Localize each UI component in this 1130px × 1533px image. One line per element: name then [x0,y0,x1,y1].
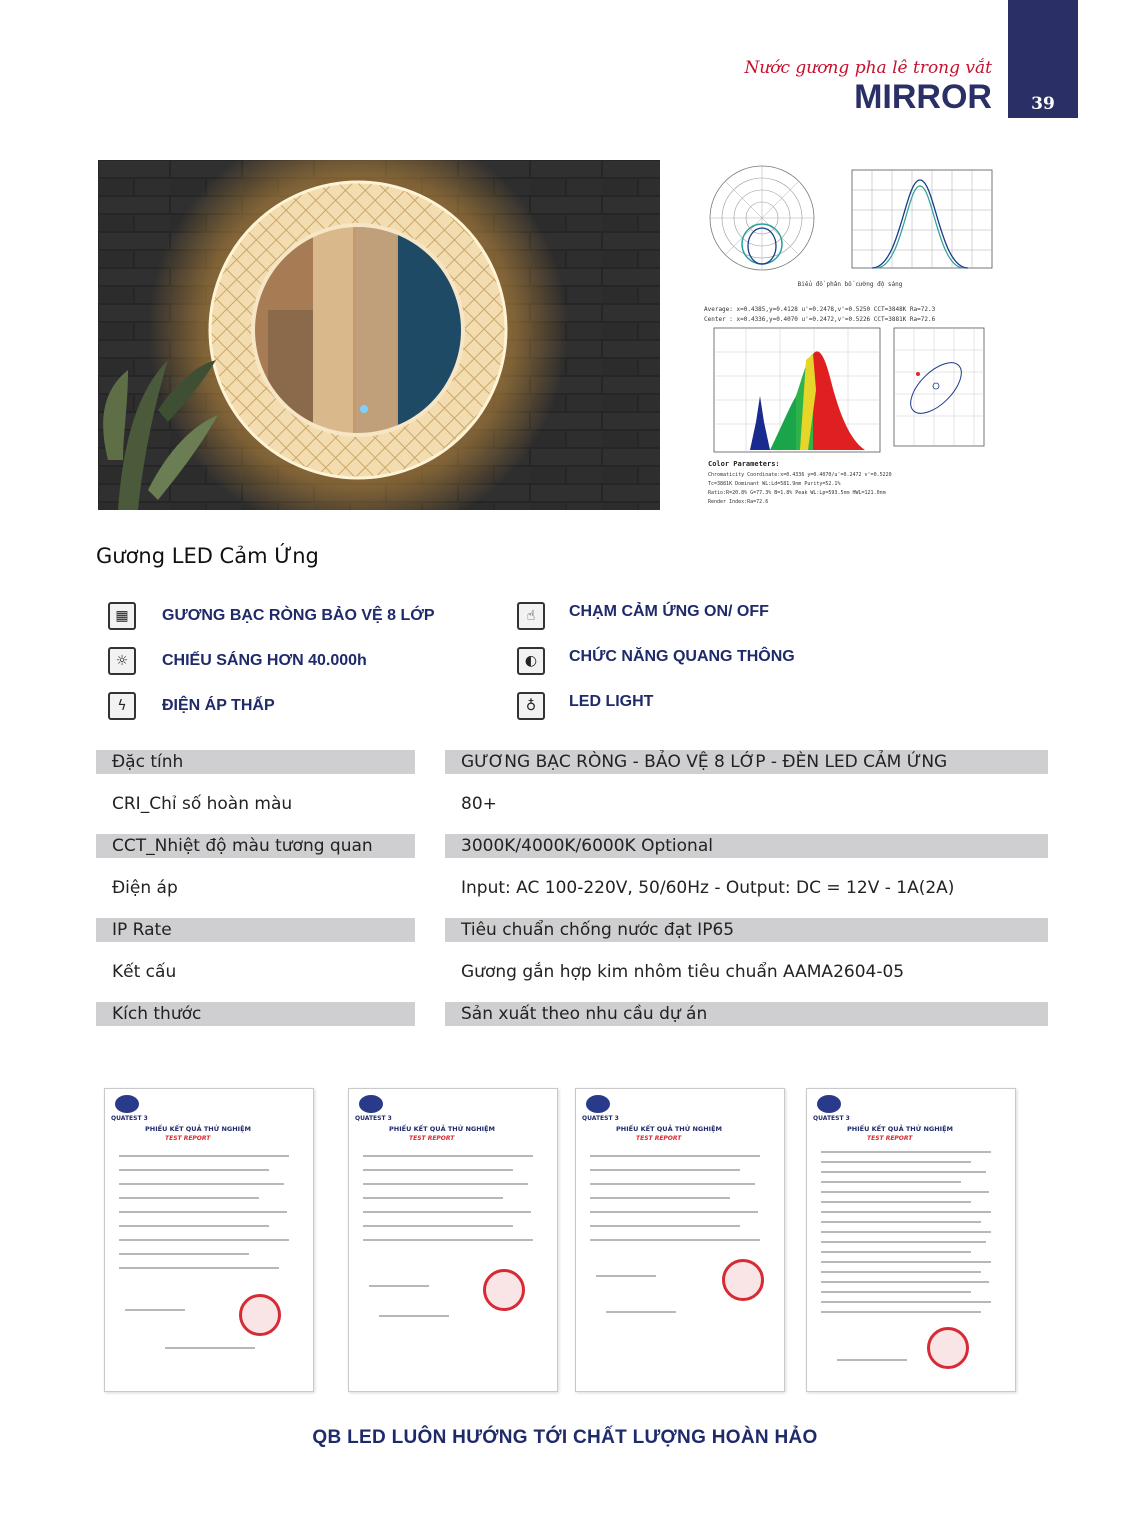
feature-touch: CHẠM CẢM ỨNG ON/ OFF [569,603,769,620]
mirror-layers-icon: ▦ [108,602,136,630]
cert-title: PHIẾU KẾT QUẢ THỬ NGHIỆM [389,1125,495,1133]
red-stamp-icon [927,1327,969,1369]
spec-row [96,1002,1048,1026]
color-param-line: Tc=3881K Dominant WL:Ld=581.9nm Purity=52.1% [708,481,841,487]
cert-title: PHIẾU KẾT QUẢ THỬ NGHIỆM [847,1125,953,1133]
cert-org: QUATEST 3 [813,1115,850,1122]
color-params-title: Color Parameters: [708,460,780,468]
footer-slogan: QB LED LUÔN HƯỚNG TỚI CHẤT LƯỢNG HOÀN HẢO [312,1427,818,1448]
test-report-certificate [575,1088,785,1392]
low-voltage-icon: ϟ [108,692,136,720]
photometric-graphics [700,160,1000,510]
cert-org: QUATEST 3 [355,1115,392,1122]
spec-value: Tiêu chuẩn chống nước đạt IP65 [445,918,1048,942]
color-param-line: Chromaticity Coordinate:x=0.4336 y=0.4070/u'=0.2472 v'=0.5220 [708,472,892,478]
spec-value: 80+ [461,794,497,814]
quatest-logo-icon [586,1095,610,1113]
spec-row [96,834,1048,858]
feature-led-light: LED LIGHT [569,693,654,710]
cert-subtitle: TEST REPORT [636,1135,682,1142]
color-param-line: Render Index:Ra=72.6 [708,499,769,505]
cert-subtitle: TEST REPORT [409,1135,455,1142]
product-photo [98,160,660,510]
spectrum-chart [714,328,880,452]
product-title: Gương LED Cảm Ứng [96,544,319,568]
color-param-line: Ratio:R=20.8% G=77.3% B=1.8% Peak WL:Lp=593.5nm HWL=121.0nm [708,490,886,496]
quatest-logo-icon [359,1095,383,1113]
spec-label: CRI_Chỉ số hoàn màu [112,794,293,814]
center-line: Center : x=0.4336,y=0.4070 u'=0.2472,v'=0.5226 CCT=3881K Ra=72.6 [704,316,936,323]
spec-row [96,918,1048,942]
red-stamp-icon [239,1294,281,1336]
spec-label: Kết cấu [112,962,177,982]
quatest-logo-icon [817,1095,841,1113]
feature-silver-mirror: GƯƠNG BẠC RÒNG BẢO VỆ 8 LỚP [162,607,435,624]
spec-row [96,960,1048,984]
red-stamp-icon [483,1269,525,1311]
spec-value: GƯƠNG BẠC RÒNG - BẢO VỆ 8 LỚP - ĐÈN LED CẢM ỨNG [445,750,1048,774]
light-sensor-icon: ◐ [517,647,545,675]
cert-title: PHIẾU KẾT QUẢ THỬ NGHIỆM [616,1125,722,1133]
cert-subtitle: TEST REPORT [867,1135,913,1142]
page-number: 39 [1031,94,1055,114]
header-subtitle: Nước gương pha lê trong vắt [744,58,992,78]
polar-distribution-chart [710,166,814,270]
spec-value: Gương gắn hợp kim nhôm tiêu chuẩn AAMA2604-05 [461,962,905,982]
touch-hand-icon: ☝ [517,602,545,630]
red-stamp-icon [722,1259,764,1301]
test-report-certificate [806,1088,1016,1392]
cert-subtitle: TEST REPORT [165,1135,211,1142]
spec-row [96,792,1048,816]
feature-light-sensor: CHỨC NĂNG QUANG THÔNG [569,648,795,665]
photometric-charts [700,160,1000,510]
test-report-certificate [348,1088,558,1392]
cert-org: QUATEST 3 [111,1115,148,1122]
spec-value: Sản xuất theo nhu cầu dự án [445,1002,1048,1026]
spec-label: Đặc tính [96,750,415,774]
spec-label: CCT_Nhiệt độ màu tương quan [96,834,415,858]
quatest-logo-icon [115,1095,139,1113]
feature-lifetime: CHIẾU SÁNG HƠN 40.000h [162,652,367,669]
lighting-sun-icon: ☼ [108,647,136,675]
spec-row [96,876,1048,900]
feature-low-voltage: ĐIỆN ÁP THẤP [162,697,275,714]
led-bulb-icon: ♁ [517,692,545,720]
cert-org: QUATEST 3 [582,1115,619,1122]
cie-chart [894,328,984,446]
spec-label: Điện áp [112,878,178,898]
spec-label: IP Rate [96,918,415,942]
spec-value: Input: AC 100-220V, 50/60Hz - Output: DC = 12V - 1A(2A) [461,878,955,898]
header-title: MIRROR [854,78,992,116]
cert-title: PHIẾU KẾT QUẢ THỬ NGHIỆM [145,1125,251,1133]
test-report-certificate [104,1088,314,1392]
angular-distribution-chart [852,170,992,268]
spec-label: Kích thước [96,1002,415,1026]
spec-row [96,750,1048,774]
average-line: Average: x=0.4385,y=0.4128 u'=0.2478,v'=0.5250 CCT=3848K Ra=72.3 [704,306,936,313]
intensity-chart-title: Biểu đồ phân bố cường độ sáng [797,281,903,288]
led-mirror-illustration [98,160,660,510]
spec-value: 3000K/4000K/6000K Optional [445,834,1048,858]
